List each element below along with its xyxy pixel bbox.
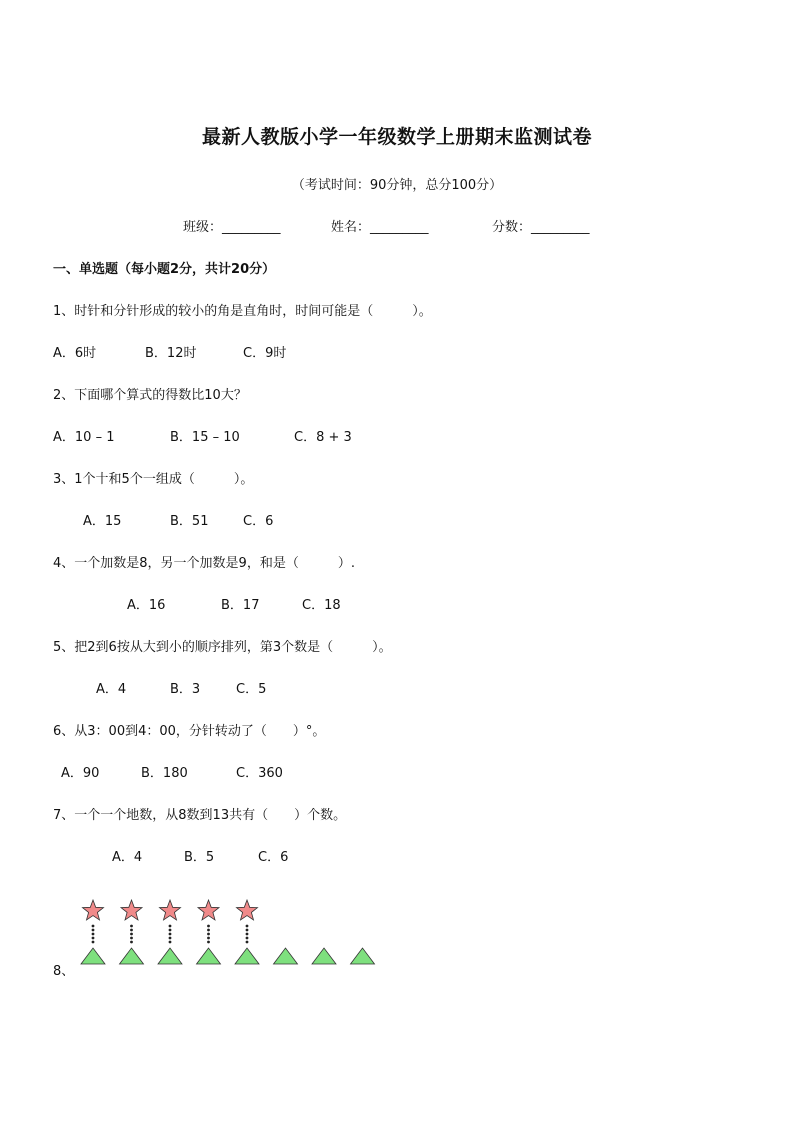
- connector-dot: [207, 937, 210, 940]
- triangle-icon: [120, 948, 144, 964]
- connector-dot: [246, 929, 249, 932]
- connector-dot: [92, 937, 95, 940]
- connector-dot: [207, 933, 210, 936]
- class-field: 班级：_________: [183, 220, 281, 235]
- stars-triangles-figure: [78, 896, 388, 968]
- triangle-icon: [312, 948, 336, 964]
- connector-dot: [130, 933, 133, 936]
- score-field: 分数：_________: [492, 220, 590, 235]
- q7-option-a[interactable]: A．4: [112, 850, 143, 865]
- connector-dot: [246, 937, 249, 940]
- q3-option-b[interactable]: B．51: [170, 514, 209, 529]
- q3-option-a[interactable]: A．15: [83, 514, 122, 529]
- q2-option-a[interactable]: A．10 – 1: [53, 430, 115, 445]
- connector-dot: [169, 941, 172, 944]
- q5-option-a[interactable]: A．4: [96, 682, 127, 697]
- connector-dot: [246, 933, 249, 936]
- connector-dot: [246, 925, 249, 928]
- triangle-icon: [274, 948, 298, 964]
- connector-dot: [92, 929, 95, 932]
- question-2: 2、下面哪个算式的得数比10大？: [53, 388, 247, 403]
- question-4: 4、一个加数是8，另一个加数是9，和是（ ）.: [53, 556, 355, 571]
- connector-dot: [169, 925, 172, 928]
- exam-subtitle: （考试时间：90分钟，总分100分）: [291, 178, 503, 193]
- q7-option-c[interactable]: C．6: [258, 850, 289, 865]
- connector-dot: [207, 929, 210, 932]
- connector-dot: [169, 929, 172, 932]
- page-title: 最新人教版小学一年级数学上册期末监测试卷: [201, 126, 592, 148]
- connector-dot: [130, 925, 133, 928]
- connector-dot: [207, 925, 210, 928]
- star-icon: [83, 900, 104, 920]
- q6-option-a[interactable]: A．90: [61, 766, 100, 781]
- triangle-icon: [235, 948, 259, 964]
- connector-dot: [130, 941, 133, 944]
- connector-dot: [246, 941, 249, 944]
- q2-option-b[interactable]: B．15 – 10: [170, 430, 240, 445]
- q3-option-c[interactable]: C．6: [243, 514, 274, 529]
- star-icon: [160, 900, 181, 920]
- q1-option-b[interactable]: B．12时: [145, 346, 197, 361]
- section-title: 一、单选题（每小题2分，共计20分）: [53, 262, 276, 277]
- connector-dot: [92, 941, 95, 944]
- connector-dot: [92, 933, 95, 936]
- connector-dot: [130, 937, 133, 940]
- connector-dot: [92, 925, 95, 928]
- triangle-icon: [197, 948, 221, 964]
- question-3: 3、1个十和5个一组成（ ）。: [53, 472, 254, 487]
- triangle-icon: [351, 948, 375, 964]
- q4-option-b[interactable]: B．17: [221, 598, 260, 613]
- triangle-icon: [158, 948, 182, 964]
- star-icon: [237, 900, 258, 920]
- q6-option-b[interactable]: B．180: [141, 766, 188, 781]
- q4-option-a[interactable]: A．16: [127, 598, 166, 613]
- q5-option-c[interactable]: C．5: [236, 682, 267, 697]
- connector-dot: [130, 929, 133, 932]
- connector-dot: [169, 937, 172, 940]
- q1-option-c[interactable]: C．9时: [243, 346, 287, 361]
- q2-option-c[interactable]: C．8 + 3: [294, 430, 352, 445]
- question-7: 7、一个一个地数，从8数到13共有（ ）个数。: [53, 808, 347, 823]
- star-icon: [198, 900, 219, 920]
- q5-option-b[interactable]: B．3: [170, 682, 201, 697]
- question-1: 1、时针和分针形成的较小的角是直角时，时间可能是（ ）。: [53, 304, 432, 319]
- q7-option-b[interactable]: B．5: [184, 850, 215, 865]
- name-field: 姓名：_________: [331, 220, 429, 235]
- star-icon: [121, 900, 142, 920]
- q1-option-a[interactable]: A．6时: [53, 346, 97, 361]
- question-5: 5、把2到6按从大到小的顺序排列，第3个数是（ ）。: [53, 640, 392, 655]
- q6-option-c[interactable]: C．360: [236, 766, 283, 781]
- connector-dot: [169, 933, 172, 936]
- question-8: 8、: [53, 964, 75, 979]
- question-6: 6、从3：00到4：00，分针转动了（ ）°。: [53, 724, 326, 739]
- connector-dot: [207, 941, 210, 944]
- triangle-icon: [81, 948, 105, 964]
- q4-option-c[interactable]: C．18: [302, 598, 341, 613]
